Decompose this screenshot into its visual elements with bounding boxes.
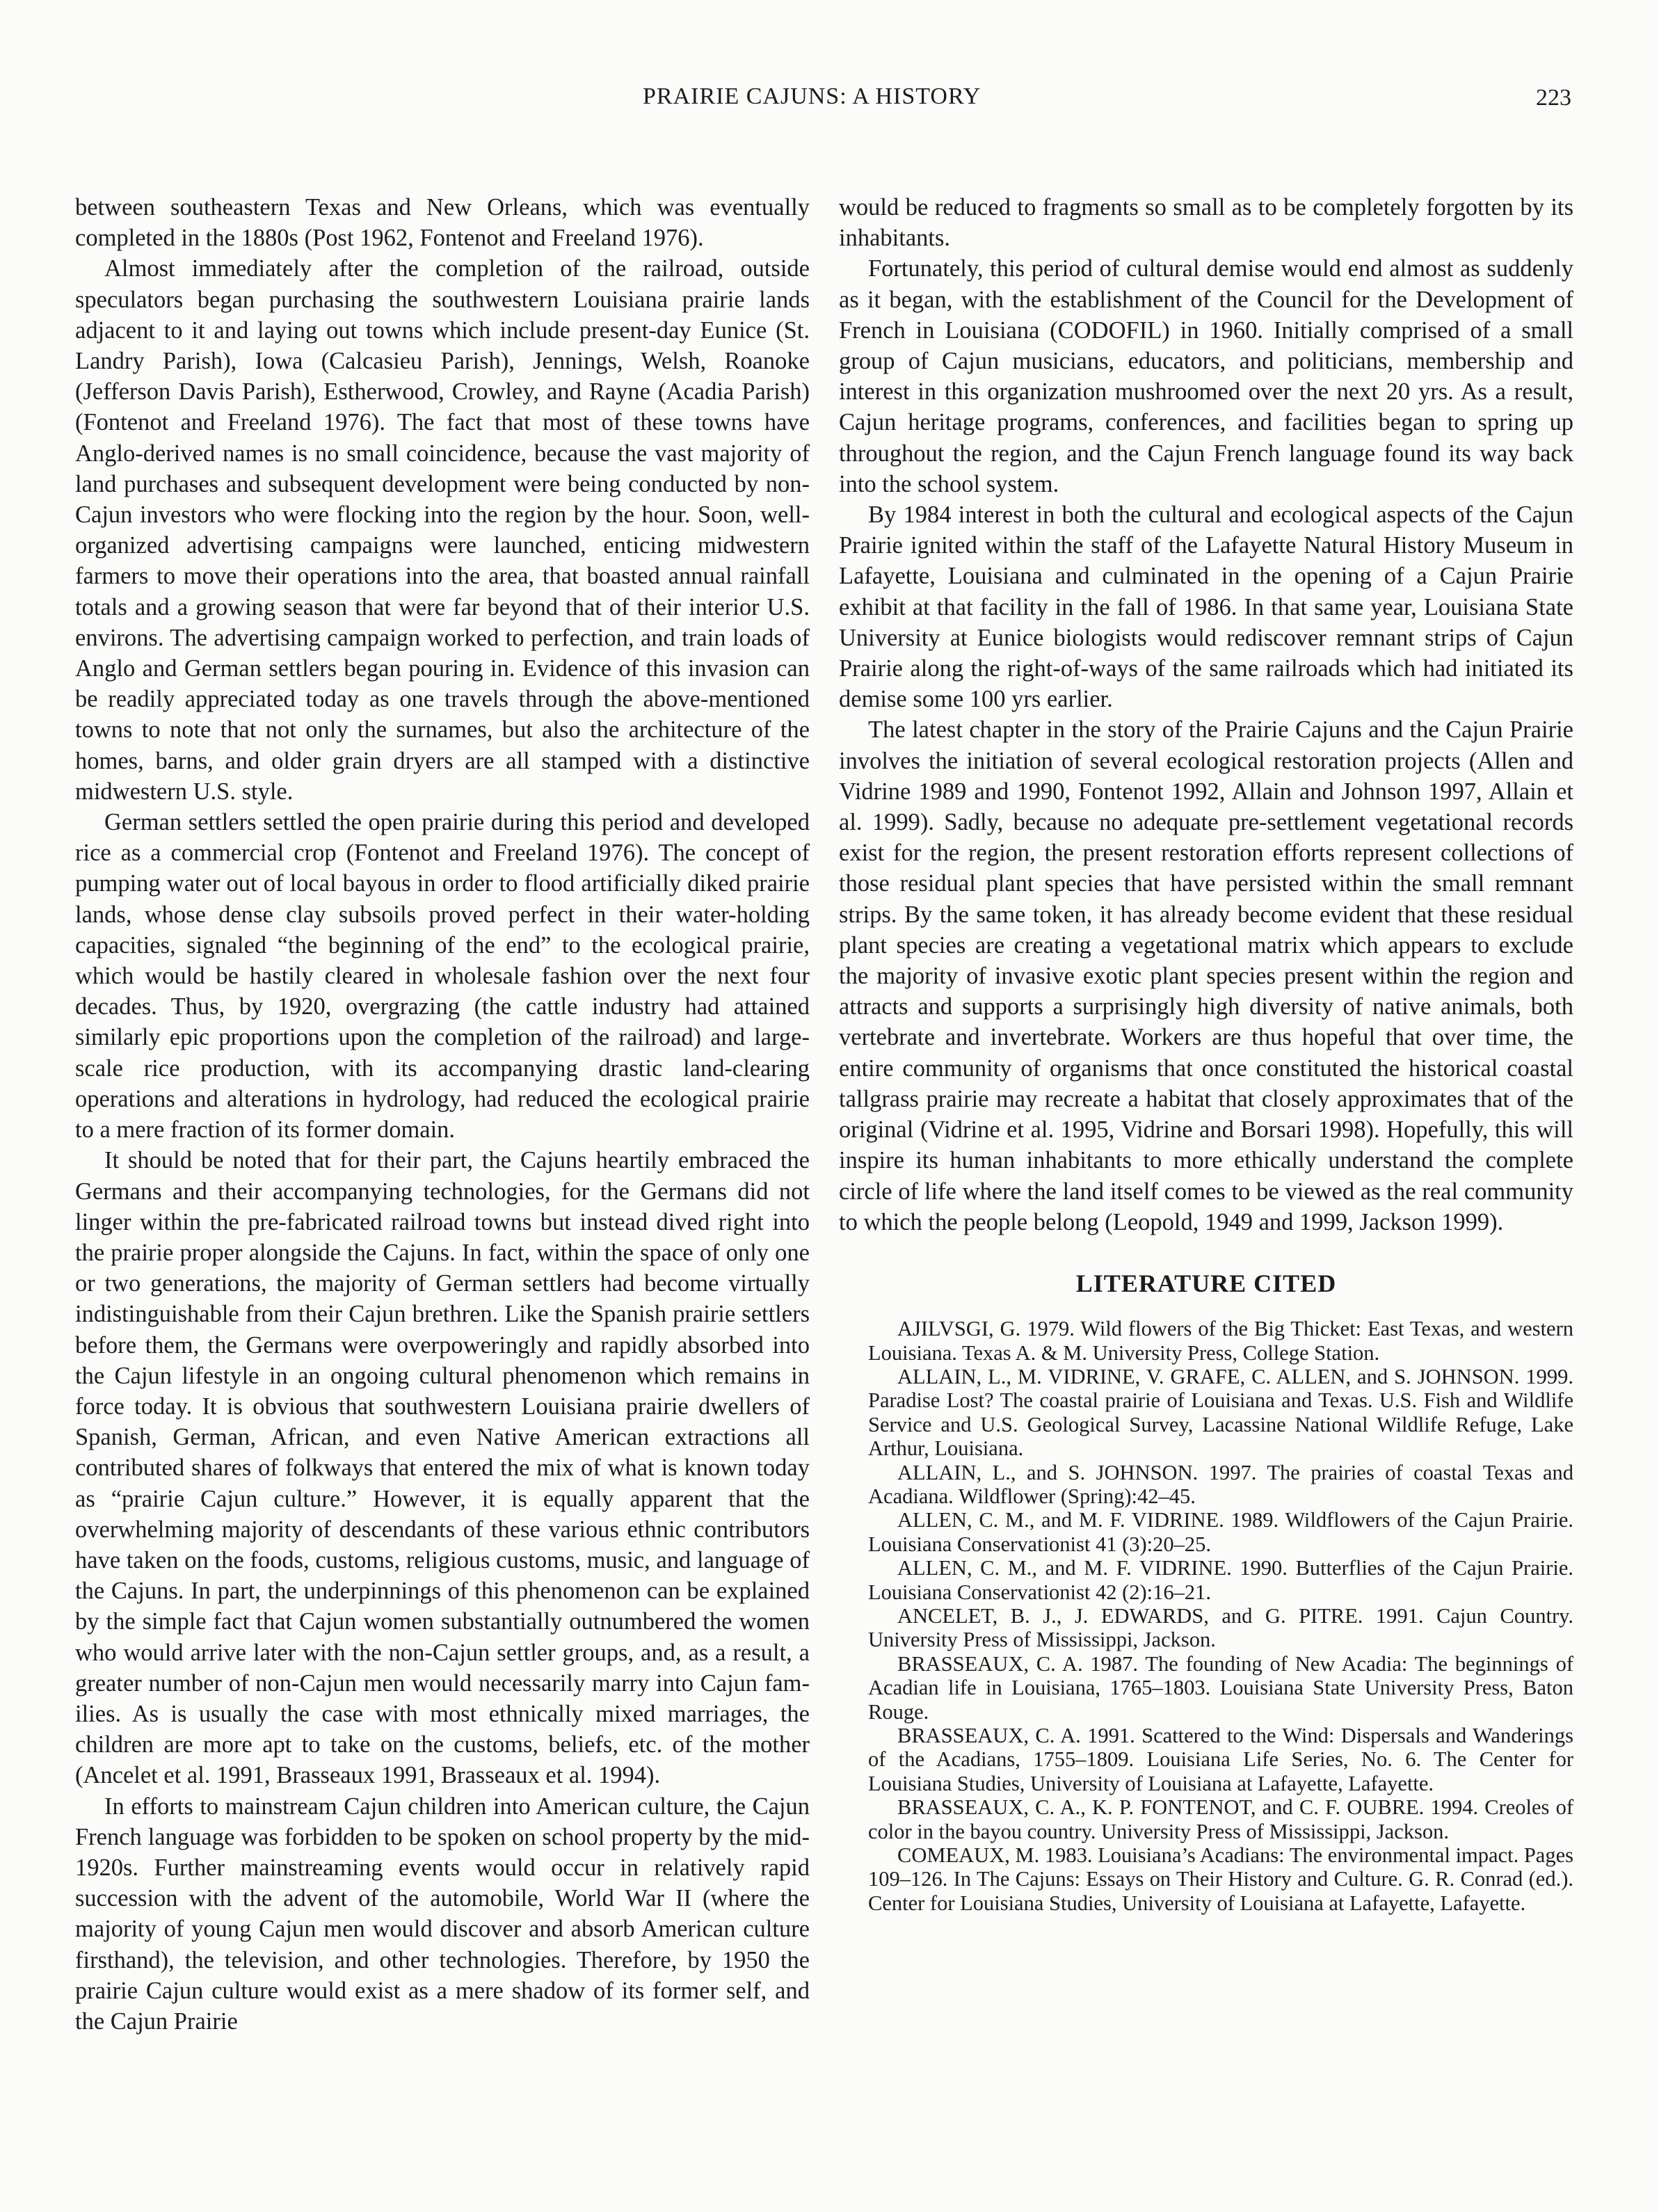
body-paragraph: It should be noted that for their part, the Cajuns heartily embraced the Germans and their accompanying technologies, for the Germans did not linger within the pre-fabricated railroad towns but instead dived right into the prairie proper alongside the Cajuns. In fact, within the space of only one or two generations, the majority of German settlers had become virtually indistinguishable from their Cajun brethren. Like the Spanish prairie settlers before them, the Germans were overpoweringly and rapidly absorbed into the Cajun lifestyle in an ongoing cultural phenomenon which remains in force today. It is obvious that southwestern Louisiana prairie dwellers of Spanish, German, African, and even Native American extractions all contributed shares of folkways that entered the mix of what is known today as “prairie Cajun culture.” However, it is equally apparent that the overwhelming majority of descendants of these various ethnic contributors have taken on the foods, customs, religious customs, music, and language of the Cajuns. In part, the underpinnings of this phenomenon can be explained by the simple fact that Cajun women substantially outnumbered the women who would arrive later with the non-Cajun settler groups, and, as a result, a greater number of non-Cajun men would necessarily marry into Cajun families. As is usually the case with most ethnically mixed marriages, the children are more apt to take on the customs, beliefs, etc. of the mother (Ancelet et al. 1991, Brasseaux 1991, Brasseaux et al. 1994). [75,1147,810,1789]
reference-list [839,1317,1573,1915]
body-paragraph: German settlers settled the open prairie during this period and developed rice as a commercial crop (Fontenot and Freeland 1976). The concept of pumping water out of local bayous in order to flood artificially diked prairie lands, whose dense clay subsoils proved perfect in their water-holding capacities, signaled “the beginning of the end” to the ecological prairie, which would be hastily cleared in wholesale fashion over the next four decades. Thus, by 1920, overgrazing (the cattle industry had attained similarly epic proportions upon the completion of the railroad) and large-scale rice production, with its accompanying drastic land-clearing operations and alterations in hydrology, had reduced the ecological prairie to a mere fraction of its former domain. [75,809,810,1144]
reference-entry: BRASSEAUX, C. A., K. P. FONTENOT, and C. F. OUBRE. 1994. Creoles of color in the bayou country. University Press of Mississippi, Jackson. [868,1795,1573,1843]
reference-entry: ALLEN, C. M., and M. F. VIDRINE. 1989. Wildflowers of the Cajun Prairie. Louisiana Conservationist 41 (3):20–25. [868,1508,1573,1556]
reference-entry: AJILVSGI, G. 1979. Wild flowers of the Big Thicket: East Texas, and western Louisiana. Texas A. & M. University Press, College Station. [868,1317,1573,1365]
running-header [0,83,1659,125]
reference-entry: ANCELET, B. J., J. EDWARDS, and G. PITRE. 1991. Cajun Country. University Press of Mississippi, Jackson. [868,1603,1573,1652]
right-column [839,192,1573,1915]
running-title: PRAIRIE CAJUNS: A HISTORY [643,83,981,109]
reference-entry: ALLEN, C. M., and M. F. VIDRINE. 1990. Butterflies of the Cajun Prairie. Louisiana Conservationist 42 (2):16–21. [868,1556,1573,1604]
reference-entry: COMEAUX, M. 1983. Louisiana’s Acadians: The environmental impact. Pages 109–126. In The Cajuns: Essays on Their History and Culture. G. R. Conrad (ed.). Center for Louisiana Studies, University of Louisiana at Lafayette, Lafayette. [868,1843,1573,1915]
body-paragraph: By 1984 interest in both the cultural and ecological aspects of the Cajun Prairie ignited within the staff of the Lafayette Natural History Museum in Lafayette, Louisiana and culminated in the opening of a Cajun Prairie exhibit at that facility in the fall of 1986. In that same year, Louisiana State University at Eunice biologists would rediscover remnant strips of Cajun Prairie along the right-of-ways of the same railroads which had initiated its demise some 100 yrs earlier. [839,502,1573,713]
body-paragraph: The latest chapter in the story of the Prairie Cajuns and the Cajun Prairie involves the initiation of several ecological restoration projects (Allen and Vidrine 1989 and 1990, Fontenot 1992, Allain and Johnson 1997, Allain et al. 1999). Sadly, because no adequate pre-settlement vegetational records exist for the region, the present restoration efforts represent collections of those residual plant species that have persisted within the small remnant strips. By the same token, it has already become evident that these residual plant species are creating a vegetational matrix which appears to exclude the majority of invasive exotic plant species present within the region and attracts and supports a surprisingly high diversity of native animals, both vertebrate and invertebrate. Workers are thus hopeful that over time, the entire community of organisms that once constituted the historical coastal tallgrass prairie may recreate a habitat that closely approximates that of the original (Vidrine et al. 1995, Vidrine and Borsari 1998). Hopefully, this will inspire its human inhabitants to more ethically understand the complete circle of life where the land itself comes to be viewed as the real community to which the people belong (Leopold, 1949 and 1999, Jackson 1999). [839,716,1573,1235]
reference-entry: BRASSEAUX, C. A. 1987. The founding of New Acadia: The beginnings of Acadian life in Louisiana, 1765–1803. Louisiana State University Press, Baton Rouge. [868,1651,1573,1724]
reference-entry: ALLAIN, L., M. VIDRINE, V. GRAFE, C. ALLEN, and S. JOHNSON. 1999. Paradise Lost? The coastal prairie of Louisiana and Texas. U.S. Fish and Wildlife Service and U.S. Geological Survey, Lacassine National Wildlife Refuge, Lake Arthur, Louisiana. [868,1364,1573,1461]
left-column [75,192,810,2037]
body-paragraph: Almost immediately after the completion of the railroad, outside speculators began purchasing the southwestern Louisiana prairie lands adjacent to it and laying out towns which include present-day Eunice (St. Landry Parish), Iowa (Calcasieu Parish), Jennings, Welsh, Roanoke (Jefferson Davis Parish), Estherwood, Crowley, and Rayne (Acadia Parish) (Fontenot and Freeland 1976). The fact that most of these towns have Anglo-derived names is no small coincidence, because the vast majority of land purchases and subsequent development were being conducted by non-Cajun investors who were flocking into the region by the hour. Soon, well-organized advertising campaigns were launched, enticing midwestern farmers to move their operations into the area, that boasted annual rainfall totals and a growing season that were far beyond that of their interior U.S. environs. The advertising campaign worked to perfection, and train loads of Anglo and German settlers began pouring in. Evidence of this invasion can be readily appreciated today as one travels through the above-mentioned towns to note that not only the surnames, but also the architecture of the homes, barns, and older grain dryers are all stamped with a distinctive midwestern U.S. style. [75,255,810,805]
body-paragraph: In efforts to mainstream Cajun children into American culture, the Cajun French language was forbidden to be spoken on school property by the mid-1920s. Further mainstreaming events would occur in relatively rapid succession with the advent of the automobile, World War II (where the majority of young Cajun men would discover and absorb American culture firsthand), the television, and other technologies. Therefore, by 1950 the prairie Cajun culture would exist as a mere shadow of its former self, and the Cajun Prairie [75,1793,810,2035]
reference-entry: ALLAIN, L., and S. JOHNSON. 1997. The prairies of coastal Texas and Acadiana. Wildflower (Spring):42–45. [868,1460,1573,1508]
body-paragraph: would be reduced to fragments so small as to be completely forgotten by its inhabitants. [839,194,1573,252]
literature-cited-heading: LITERATURE CITED [1075,1269,1337,1297]
body-paragraph: between southeastern Texas and New Orleans, which was eventually completed in the 1880s (Post 1962, Fontenot and Freeland 1976). [75,194,810,252]
reference-entry: BRASSEAUX, C. A. 1991. Scattered to the Wind: Dispersals and Wanderings of the Acadians, 1755–1809. Louisiana Life Series, No. 6. The Center for Louisiana Studies, University of Louisiana at Lafayette, Lafayette. [868,1724,1573,1795]
page-number: 223 [1536,85,1571,111]
body-paragraph: Fortunately, this period of cultural demise would end almost as suddenly as it began, with the establishment of the Council for the Development of French in Louisiana (CODOFIL) in 1960. Initially comprised of a small group of Cajun musicians, educators, and politicians, membership and interest in this organization mushroomed over the next 20 yrs. As a result, Cajun heritage programs, conferences, and facilities began to spring up throughout the region, and the Cajun French language found its way back into the school system. [839,255,1573,497]
